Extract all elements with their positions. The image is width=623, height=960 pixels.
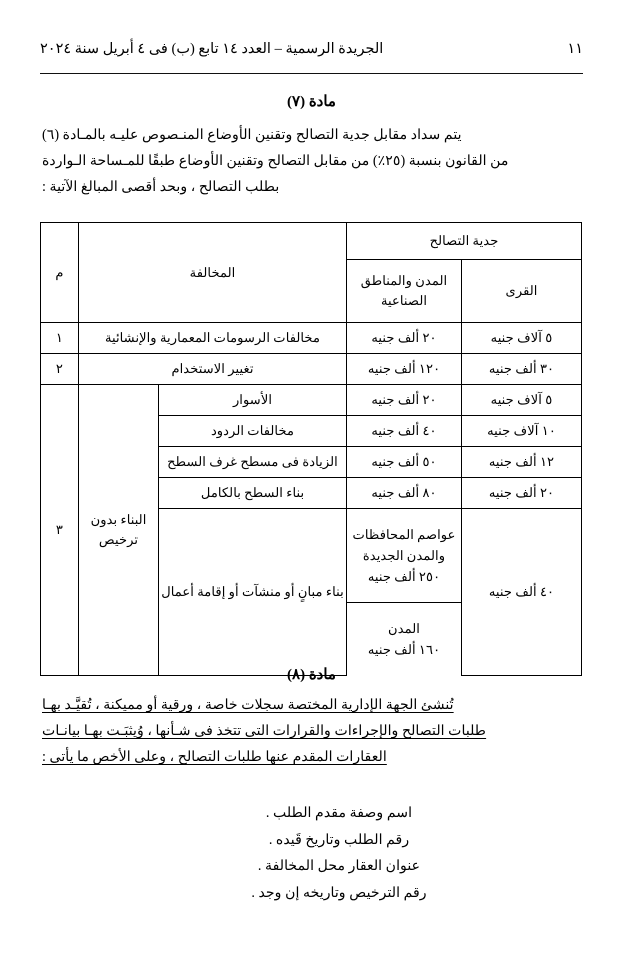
cell-serial: ٣ bbox=[40, 385, 78, 676]
article-7-line-3: بطلب التصالح ، وبحد أقصى المبالغ الآتية : bbox=[42, 179, 280, 195]
cell-village: ٢٠ ألف جنيه bbox=[462, 478, 582, 509]
cell-violation: بناء مبانٍ أو منشآت أو إقامة أعمال bbox=[158, 509, 346, 676]
cell-serial: ١ bbox=[40, 323, 78, 354]
article-8-heading: مادة (٨) bbox=[287, 667, 336, 683]
header-divider bbox=[40, 73, 583, 74]
cell-city-split bbox=[346, 509, 461, 676]
table-row bbox=[40, 385, 581, 416]
cell-city: ٢٠ ألف جنيه bbox=[346, 323, 461, 354]
cell-serial: ٢ bbox=[40, 354, 78, 385]
article-8-items bbox=[42, 800, 581, 906]
header-serial: م bbox=[40, 223, 78, 323]
city-cities-value: ١٦٠ ألف جنيه bbox=[367, 642, 441, 657]
cell-village: ٥ آلاف جنيه bbox=[462, 323, 582, 354]
cell-violation: بناء السطح بالكامل bbox=[158, 478, 346, 509]
header-cities-industrial: المدن والمناطق الصناعية bbox=[346, 260, 461, 323]
cell-village: ٤٠ ألف جنيه bbox=[462, 509, 582, 676]
city-capitals-label: عواصم المحافظات والمدن الجديدة bbox=[352, 527, 456, 563]
article-7-line-2: من القانون بنسبة (٢٥٪) من مقابل التصالح وتقنين الأوضاع طبقًا للمـساحة الـواردة bbox=[42, 153, 509, 169]
article-8-body bbox=[42, 692, 581, 770]
list-item: رقم الطلب وتاريخ قَيده . bbox=[268, 831, 410, 848]
article-8-line-3: العقارات المقدم عنها طلبات التصالح ، وعلى الأخص ما يأتى : bbox=[42, 749, 387, 765]
cell-violation: مخالفات الردود bbox=[158, 416, 346, 447]
cell-village: ٣٠ ألف جنيه bbox=[462, 354, 582, 385]
cell-violation: تغيير الاستخدام bbox=[78, 354, 346, 385]
city-subrow-capitals bbox=[347, 509, 461, 603]
article-8-line-2: طلبات التصالح والإجراءات والقرارات التى تتخذ فى شـأنها ، وُيثبَـت بهـا بيانـات bbox=[42, 723, 487, 739]
cell-violation: الزيادة فى مسطح غرف السطح bbox=[158, 447, 346, 478]
cell-group-label: البناء بدون ترخيص bbox=[78, 385, 158, 676]
fines-table bbox=[40, 222, 582, 676]
list-item: رقم الترخيص وتاريخه إن وجد . bbox=[251, 884, 427, 901]
cell-village: ٥ آلاف جنيه bbox=[462, 385, 582, 416]
running-head bbox=[40, 38, 583, 60]
header-villages: القرى bbox=[462, 260, 582, 323]
city-cities-label: المدن bbox=[388, 621, 420, 636]
cell-violation: الأسوار bbox=[158, 385, 346, 416]
header-seriousness: جدية التصالح bbox=[346, 223, 581, 260]
cell-city: ٨٠ ألف جنيه bbox=[346, 478, 461, 509]
cell-village: ١٢ ألف جنيه bbox=[462, 447, 582, 478]
header-violation: المخالفة bbox=[78, 223, 346, 323]
cell-village: ١٠ آلاف جنيه bbox=[462, 416, 582, 447]
article-7-body bbox=[42, 122, 581, 200]
gazette-title: الجريدة الرسمية – العدد ١٤ تابع (ب) فى ٤ أبريل سنة ٢٠٢٤ bbox=[40, 40, 384, 57]
cell-city: ٢٠ ألف جنيه bbox=[346, 385, 461, 416]
article-7-heading: مادة (٧) bbox=[287, 94, 336, 110]
list-item: اسم وصفة مقدم الطلب . bbox=[265, 805, 413, 821]
cell-city-capitals bbox=[347, 509, 461, 603]
cell-city: ١٢٠ ألف جنيه bbox=[346, 354, 461, 385]
city-capitals-value: ٢٥٠ ألف جنيه bbox=[367, 569, 441, 584]
page-number: ١١ bbox=[567, 40, 583, 57]
table-row bbox=[40, 323, 581, 354]
table-header-row-1 bbox=[40, 223, 581, 260]
table-row bbox=[40, 354, 581, 385]
article-8-line-1: تُنشئ الجهة الإدارية المختصة سجلات خاصة ، ورقية أو مميكنة ، تُقيَّـد بهـا bbox=[42, 697, 454, 713]
article-7-line-1: يتم سداد مقابل جدية التصالح وتقنين الأوضاع المنـصوص عليـه بالمـادة (٦) bbox=[42, 127, 462, 143]
city-subtable bbox=[347, 509, 461, 675]
cell-city: ٤٠ ألف جنيه bbox=[346, 416, 461, 447]
cell-city: ٥٠ ألف جنيه bbox=[346, 447, 461, 478]
cell-violation: مخالفات الرسومات المعمارية والإنشائية bbox=[78, 323, 346, 354]
list-item: عنوان العقار محل المخالفة . bbox=[257, 858, 421, 874]
